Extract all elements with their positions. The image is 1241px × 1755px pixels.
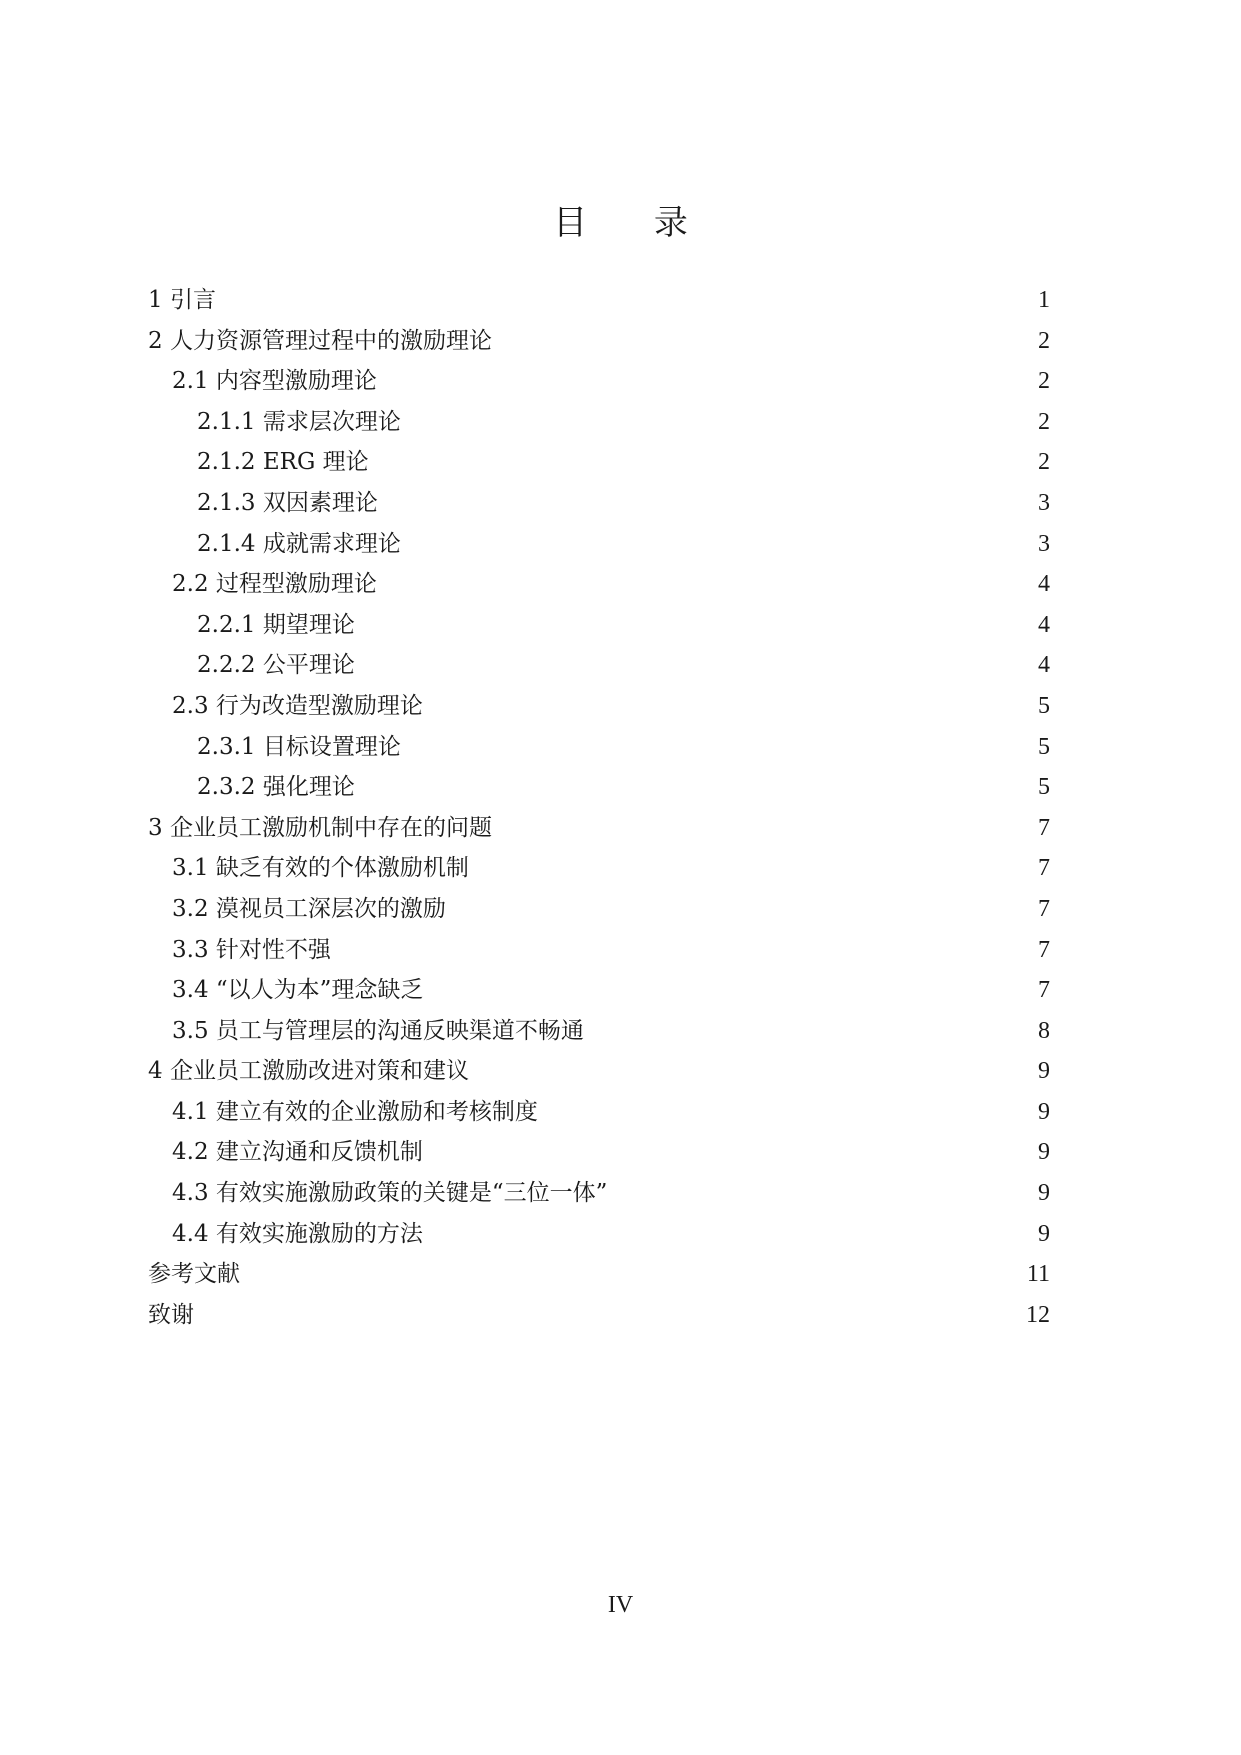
toc-entry[interactable] [148,1011,1050,1052]
table-of-contents [148,280,1050,1335]
page-title: 目 录 [553,203,716,243]
toc-entry-title: 4.4 有效实施激励的方法 [172,1220,423,1247]
toc-entry[interactable] [148,1295,1050,1336]
toc-entry[interactable] [148,483,1050,524]
toc-entry-page: 1 [1038,287,1050,313]
toc-entry[interactable] [148,605,1050,646]
toc-entry[interactable] [148,930,1050,971]
toc-entry-page: 11 [1026,1261,1050,1288]
toc-entry[interactable] [148,727,1050,768]
toc-entry-page: 9 [1038,1058,1050,1085]
toc-entry-page: 5 [1038,692,1050,719]
toc-entry-page: 7 [1038,855,1050,882]
toc-entry-title: 2.3.2 强化理论 [197,774,355,801]
toc-entry-title: 3.5 员工与管理层的沟通反映渠道不畅通 [172,1017,584,1044]
toc-entry-page: 9 [1038,1180,1050,1207]
toc-entry-page: 4 [1038,652,1050,679]
toc-entry[interactable] [148,442,1050,483]
toc-entry[interactable] [148,767,1050,808]
toc-entry-page: 5 [1038,774,1050,801]
toc-entry-title: 2.1.4 成就需求理论 [197,530,401,557]
toc-entry-title: 3.4 “以人为本”理念缺乏 [172,977,424,1004]
toc-entry-page: 2 [1038,368,1050,395]
toc-entry[interactable] [148,808,1050,849]
toc-entry-page: 7 [1038,895,1050,922]
toc-entry[interactable] [148,524,1050,565]
toc-entry-title: 2.3 行为改造型激励理论 [172,692,423,719]
toc-entry[interactable] [148,280,1050,321]
toc-entry[interactable] [148,564,1050,605]
toc-entry-title: 2.1 内容型激励理论 [172,368,377,395]
toc-entry-title: 2.2.1 期望理论 [197,611,355,638]
toc-entry-page: 12 [1026,1301,1050,1328]
toc-entry-title: 致谢 [148,1301,194,1328]
toc-entry-title: 2.1.3 双因素理论 [197,489,378,516]
toc-entry-title: 2.2.2 公平理论 [197,652,355,679]
toc-entry-page: 2 [1038,327,1050,354]
toc-entry-title: 2 人力资源管理过程中的激励理论 [148,327,492,354]
toc-entry[interactable] [148,1214,1050,1255]
toc-entry[interactable] [148,1132,1050,1173]
toc-entry-page: 7 [1038,936,1050,963]
toc-entry-title: 4 企业员工激励改进对策和建议 [148,1058,469,1085]
toc-entry[interactable] [148,1051,1050,1092]
toc-entry-page: 9 [1038,1139,1050,1166]
toc-entry-title: 2.1.2 ERG 理论 [197,449,369,476]
toc-entry-page: 9 [1038,1220,1050,1247]
toc-entry[interactable] [148,848,1050,889]
toc-entry-title: 3.1 缺乏有效的个体激励机制 [172,855,469,882]
toc-entry[interactable] [148,1254,1050,1295]
toc-entry-page: 3 [1038,489,1050,516]
toc-entry-title: 2.3.1 目标设置理论 [197,733,401,760]
page-number: IV [607,1592,634,1618]
toc-entry-page: 4 [1038,611,1050,638]
toc-entry-page: 8 [1038,1017,1050,1044]
toc-entry-title: 1 引言 [148,287,216,313]
toc-entry-title: 4.3 有效实施激励政策的关键是“三位一体” [172,1180,608,1207]
toc-entry[interactable] [148,645,1050,686]
toc-entry[interactable] [148,889,1050,930]
toc-entry-page: 2 [1038,408,1050,435]
toc-entry[interactable] [148,361,1050,402]
toc-entry[interactable] [148,686,1050,727]
toc-entry-page: 5 [1038,733,1050,760]
toc-entry-title: 3 企业员工激励机制中存在的问题 [148,814,492,841]
toc-entry-page: 4 [1038,571,1050,598]
toc-entry-page: 7 [1038,814,1050,841]
toc-entry-title: 2.2 过程型激励理论 [172,571,377,598]
toc-entry[interactable] [148,402,1050,443]
toc-entry-page: 3 [1038,530,1050,557]
toc-entry-title: 4.2 建立沟通和反馈机制 [172,1139,423,1166]
toc-entry-page: 9 [1038,1098,1050,1125]
toc-entry[interactable] [148,1092,1050,1133]
toc-entry-title: 3.3 针对性不强 [172,936,331,963]
toc-entry-title: 参考文献 [148,1261,240,1288]
toc-entry-page: 2 [1038,449,1050,476]
toc-entry[interactable] [148,970,1050,1011]
toc-entry-title: 3.2 漠视员工深层次的激励 [172,895,446,922]
toc-entry-page: 7 [1038,977,1050,1004]
toc-entry[interactable] [148,321,1050,362]
toc-entry-title: 4.1 建立有效的企业激励和考核制度 [172,1098,538,1125]
toc-entry[interactable] [148,1173,1050,1214]
toc-entry-title: 2.1.1 需求层次理论 [197,408,401,435]
